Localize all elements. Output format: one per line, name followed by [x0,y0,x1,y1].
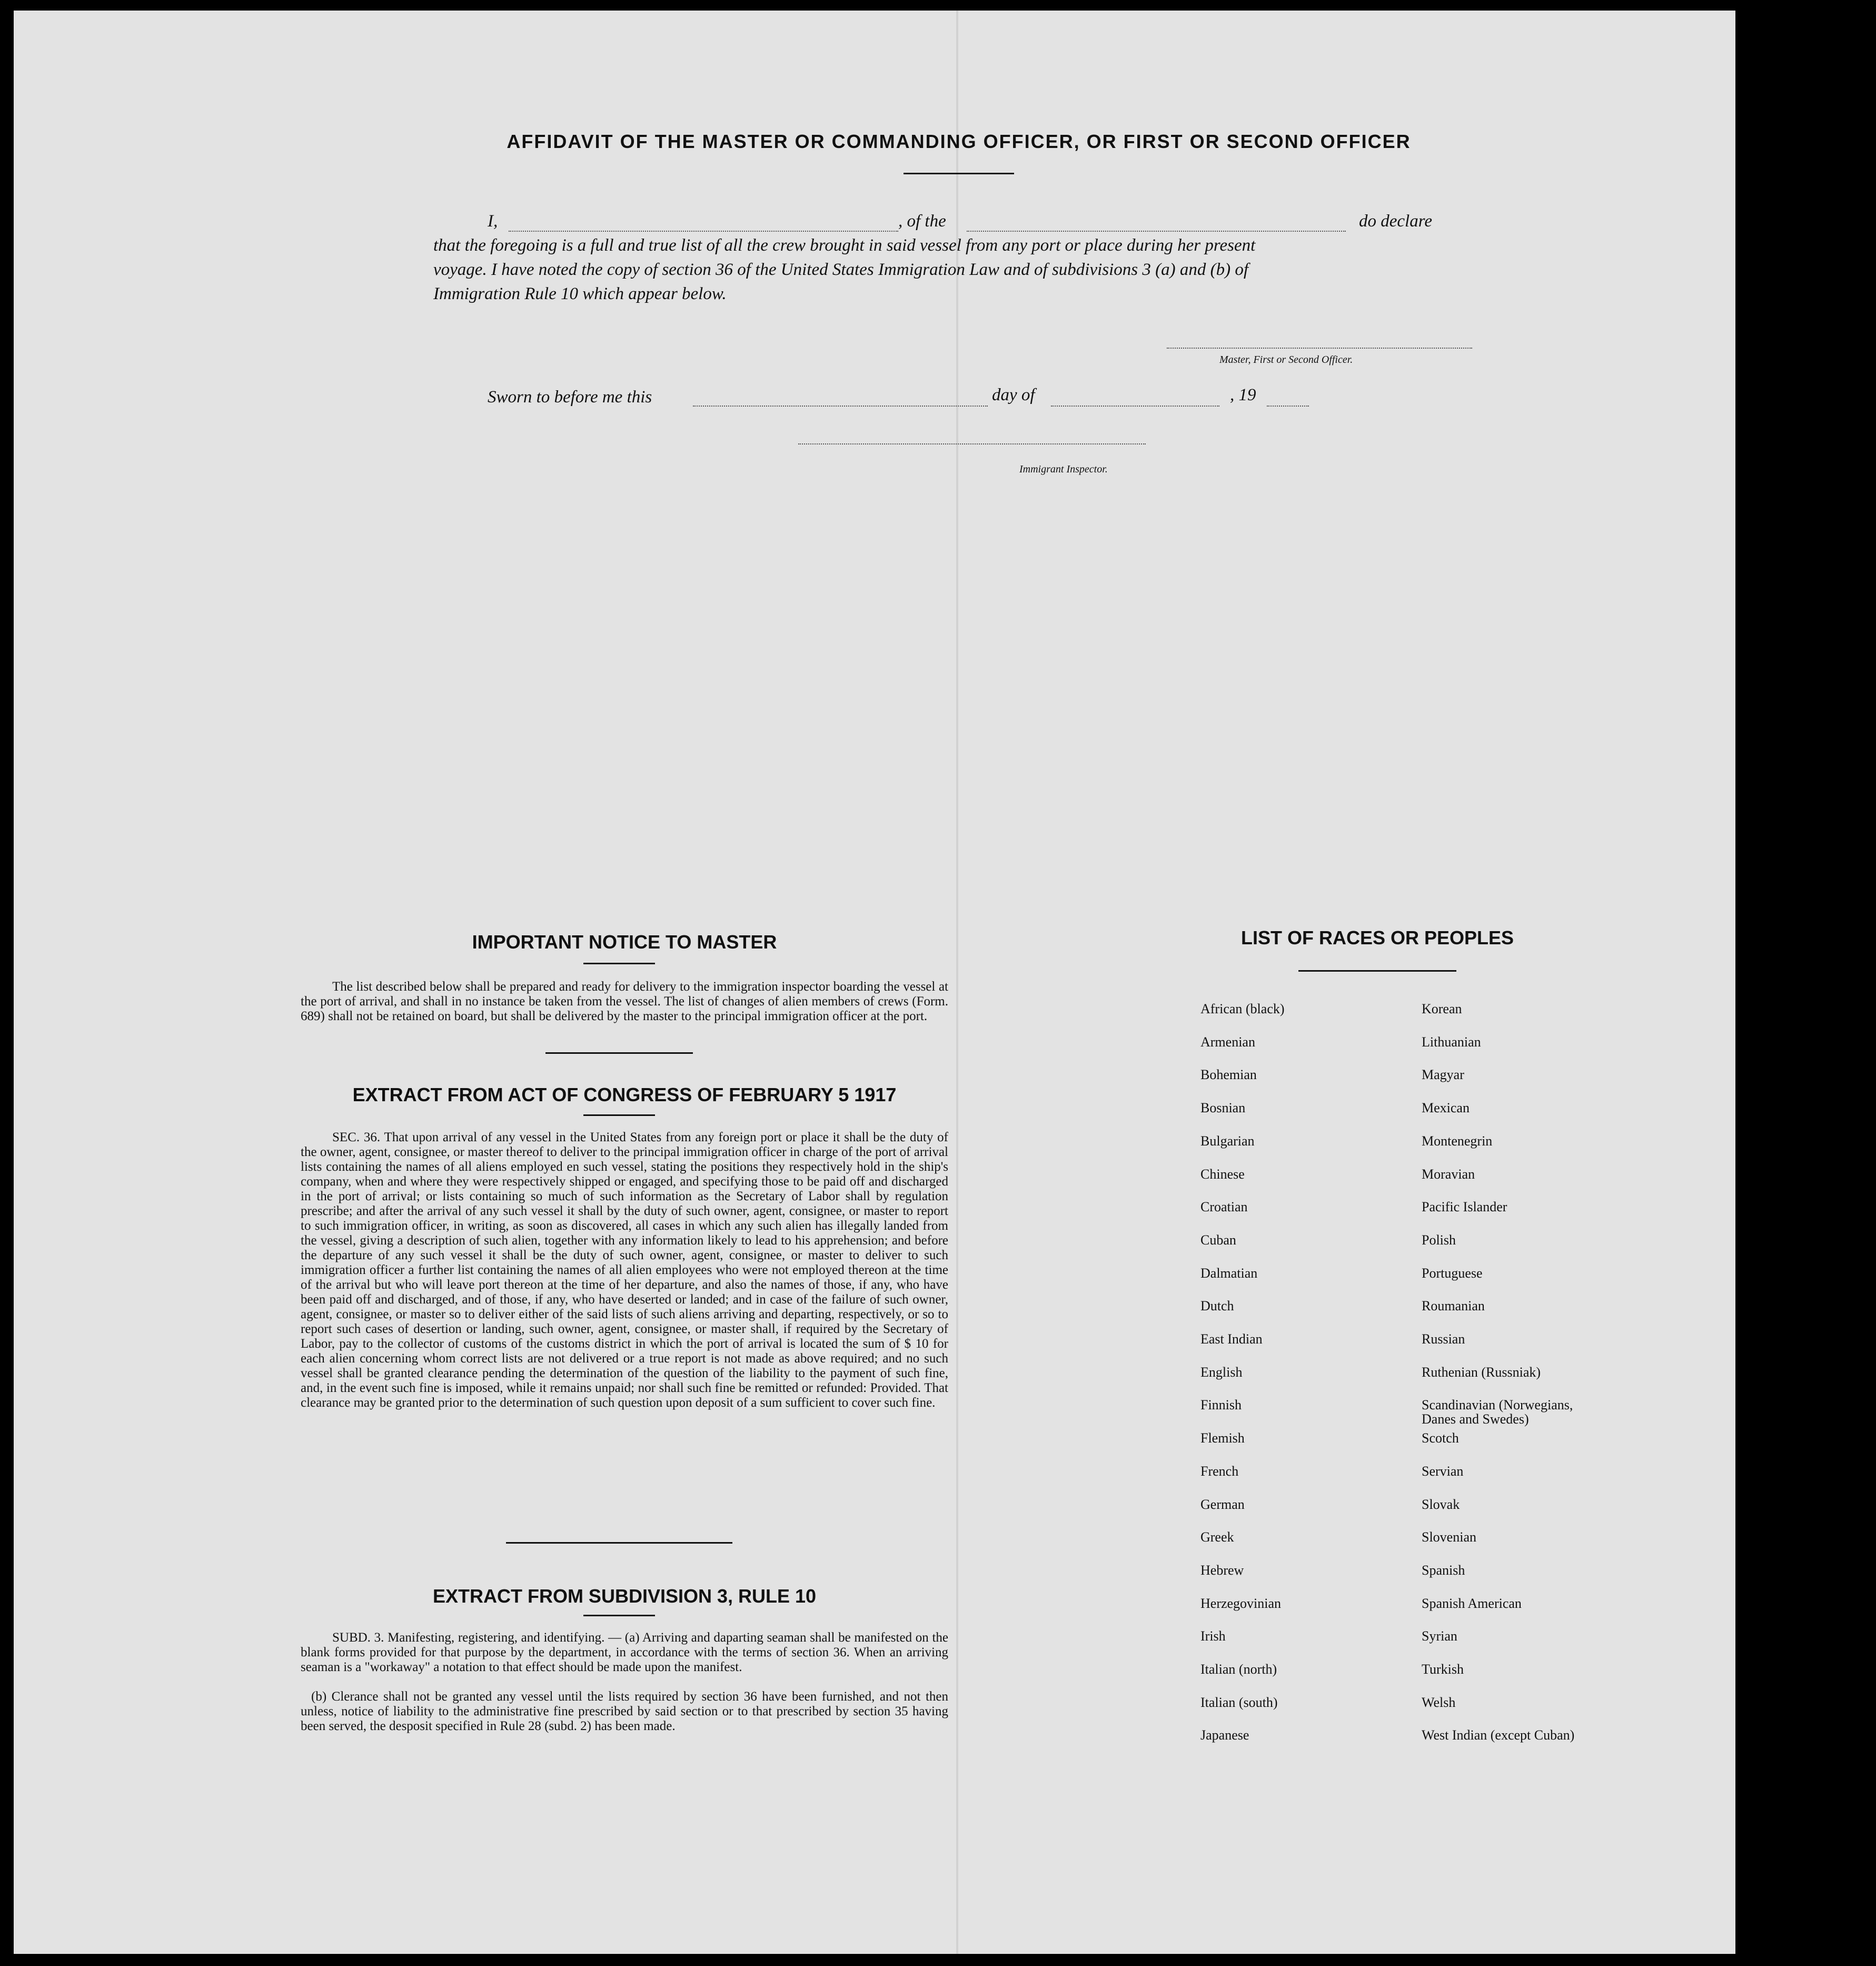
notice-divider [545,1052,693,1054]
race-item: African (black) [1200,1001,1285,1016]
race-item: West Indian (except Cuban) [1422,1727,1575,1743]
binding-hole [1789,238,1813,262]
race-item: Pacific Islander [1422,1199,1507,1214]
race-item: Lithuanian [1422,1034,1481,1050]
affidavit-title: AFFIDAVIT OF THE MASTER OR COMMANDING OFFICER, OR FIRST OR SECOND OFFICER [507,131,1411,152]
rule-extract-title: EXTRACT FROM SUBDIVISION 3, RULE 10 [432,1585,817,1607]
notice-title: IMPORTANT NOTICE TO MASTER [472,931,777,953]
day-of-label: day of [992,386,1035,404]
race-item: Spanish [1422,1563,1465,1578]
sworn-before-label: Sworn to before me this [488,388,652,407]
sworn-year-blank[interactable] [1267,406,1309,407]
race-item: East Indian [1200,1331,1263,1347]
race-item: Hebrew [1200,1563,1244,1578]
binding-hole [1789,604,1813,628]
inspector-signature-blank[interactable] [798,443,1146,444]
race-item: Welsh [1422,1695,1456,1710]
binding-hole [1789,323,1813,348]
race-item: German [1200,1497,1245,1512]
race-item: Ruthenian (Russniak) [1422,1365,1541,1380]
race-item: Irish [1200,1628,1226,1644]
notice-text: The list described below shall be prepared and ready for delivery to the immigration inspector boarding the vessel at the port of arrival, and shall in no instance be taken from the vessel. The list of changes of alien members of crews (Form. 689) shall not be retained on board, but shall be delivered by the master to the principal immigration officer at the port. [301,980,948,1023]
race-item: Italian (south) [1200,1695,1278,1710]
binding-hole [1789,689,1813,713]
race-item: Portuguese [1422,1266,1483,1281]
race-item: Syrian [1422,1628,1457,1644]
race-item: Scandinavian (Norwegians, Danes and Swedes) [1422,1397,1573,1427]
race-item: Polish [1422,1232,1456,1248]
race-item: Armenian [1200,1034,1255,1050]
binding-hole [1789,1659,1813,1683]
race-item: Bulgarian [1200,1133,1255,1149]
race-item: Turkish [1422,1662,1464,1677]
act-extract-divider [506,1542,732,1544]
document-sheet [14,11,1735,1954]
race-item: Dalmatian [1200,1266,1258,1281]
race-item: Dutch [1200,1298,1234,1313]
rule-extract-rule [583,1615,655,1616]
race-item: Slovak [1422,1497,1460,1512]
binding-hole [1789,923,1813,947]
race-item: Scotch [1422,1430,1459,1446]
race-item: Mexican [1422,1100,1470,1115]
race-item: Korean [1422,1001,1462,1016]
race-item: Italian (north) [1200,1662,1277,1677]
race-item: Magyar [1422,1067,1464,1082]
affidavit-title-rule [904,173,1014,174]
sworn-day-blank[interactable] [693,406,988,407]
race-item: Bohemian [1200,1067,1257,1082]
name-blank[interactable] [509,231,898,232]
affidavit-line-2: that the foregoing is a full and true list of all the crew brought in said vessel from any port or place during her present [433,236,1256,255]
race-item: Herzegovinian [1200,1596,1282,1611]
race-item: Japanese [1200,1727,1249,1743]
vessel-blank[interactable] [967,231,1346,232]
race-item: English [1200,1365,1243,1380]
year-label: , 19 [1230,386,1256,404]
affidavit-line-3: voyage. I have noted the copy of section 36 of the United States Immigration Law and of subdivisions 3 (a) and (b) of [433,260,1249,279]
binding-hole [1789,1211,1813,1236]
race-item: Greek [1200,1529,1234,1545]
sworn-month-blank[interactable] [1051,406,1219,407]
page-fold [956,11,958,1954]
affidavit-declare: do declare [1359,212,1432,231]
affidavit-i: I, [488,212,498,231]
race-item: Slovenian [1422,1529,1476,1545]
race-item: Montenegrin [1422,1133,1493,1149]
act-extract-text: SEC. 36. That upon arrival of any vessel in the United States from any foreign port or place it shall be the duty of the owner, agent, consignee, or master thereof to deliver to the principal immigration officer in charge of the port of arrival lists containing the names of all aliens employed en such vessel, stating the positions they respectively hold in the ship's company, when and where they were respectively shipped or engaged, and specifying those to be paid off and discharged in the port of arrival; or lists containing so much of such information as the Secretary of Labor shall by regulation prescribe; and after the arrival of any such vessel it shall by the duty of such owner, agent, consignee, or master to report to such immigration officer, in writing, as soon as discovered, all cases in which any such alien has illegally landed from the vessel, giving a description of such alien, together with any information likely to lead to his apprehension; and before the departure of any such vessel it shall be the duty of such owner, agent, consignee, or master to deliver to such immigration officer a further list containing the names of all alien employees who were not employed thereon at the time of the arrival but who will leave port thereon at the time of her departure, and also the names of those, if any, who have been paid off and discharged, and of those, if any, who have deserted or landed; and in case of the failure of such owner, agent, consignee, or master so to deliver either of the said lists of such aliens arriving and departing, respectively, or so to report such cases of desertion or landing, such owner, agent, consignee, or master shall, if required by the Secretary of Labor, pay to the collector of customs of the customs district in which the port of arrival is located the sum of $ 10 for each alien concerning whom correct lists are not delivered or a true report is not made as above required; and no such vessel shall be granted clearance pending the determination of the question of the liability to the payment of such fine, and, in the event such fine is imposed, while it remains unpaid; nor shall such fine be remitted or refunded: Provided. That clearance may be granted prior to the determination of such question upon deposit of a sum sufficient to cover such fine. [301,1130,948,1410]
notice-rule [583,963,655,964]
rule-extract-subd-b: (b) Clerance shall not be granted any vessel until the lists required by section 36 have been furnished, and not then unless, notice of liability to the administrative fine prescribed by said section or to that prescribed by section 35 having been served, the desposit specified in Rule 28 (subd. 2) has been made. [301,1690,948,1733]
binding-notch [1786,529,1865,587]
race-item: Croatian [1200,1199,1248,1214]
binding-hole [1789,1296,1813,1320]
race-item: Spanish American [1422,1596,1522,1611]
inspector-label: Immigrant Inspector. [1019,463,1108,475]
race-item: Russian [1422,1331,1465,1347]
affidavit-line-4: Immigration Rule 10 which appear below. [433,284,727,303]
races-title: LIST OF RACES OR PEOPLES [1240,927,1514,949]
rule-extract-subd-a: SUBD. 3. Manifesting, registering, and identifying. — (a) Arriving and daparting seaman shall be manifested on the blank forms provided for that purpose by the department, in accordance with the terms of section 36. When an arriving seaman is a "workaway" a notation to that effect should be made upon the manifest. [301,1631,948,1674]
race-item: Chinese [1200,1167,1245,1182]
affidavit-of-the: , of the [898,212,946,231]
races-rule [1298,970,1456,972]
act-extract-title: EXTRACT FROM ACT OF CONGRESS OF FEBRUARY 5 1917 [352,1084,897,1105]
race-item: Servian [1422,1464,1464,1479]
signature-label: Master, First or Second Officer. [1219,354,1353,365]
race-item: Finnish [1200,1397,1242,1412]
binding-hole [1789,1575,1813,1599]
act-extract-rule [583,1114,655,1116]
race-item: Bosnian [1200,1100,1246,1115]
race-item: Cuban [1200,1232,1236,1248]
signature-blank[interactable] [1167,348,1472,349]
race-item: Flemish [1200,1430,1245,1446]
race-item: French [1200,1464,1239,1479]
race-item: Moravian [1422,1167,1475,1182]
race-item: Roumanian [1422,1298,1485,1313]
